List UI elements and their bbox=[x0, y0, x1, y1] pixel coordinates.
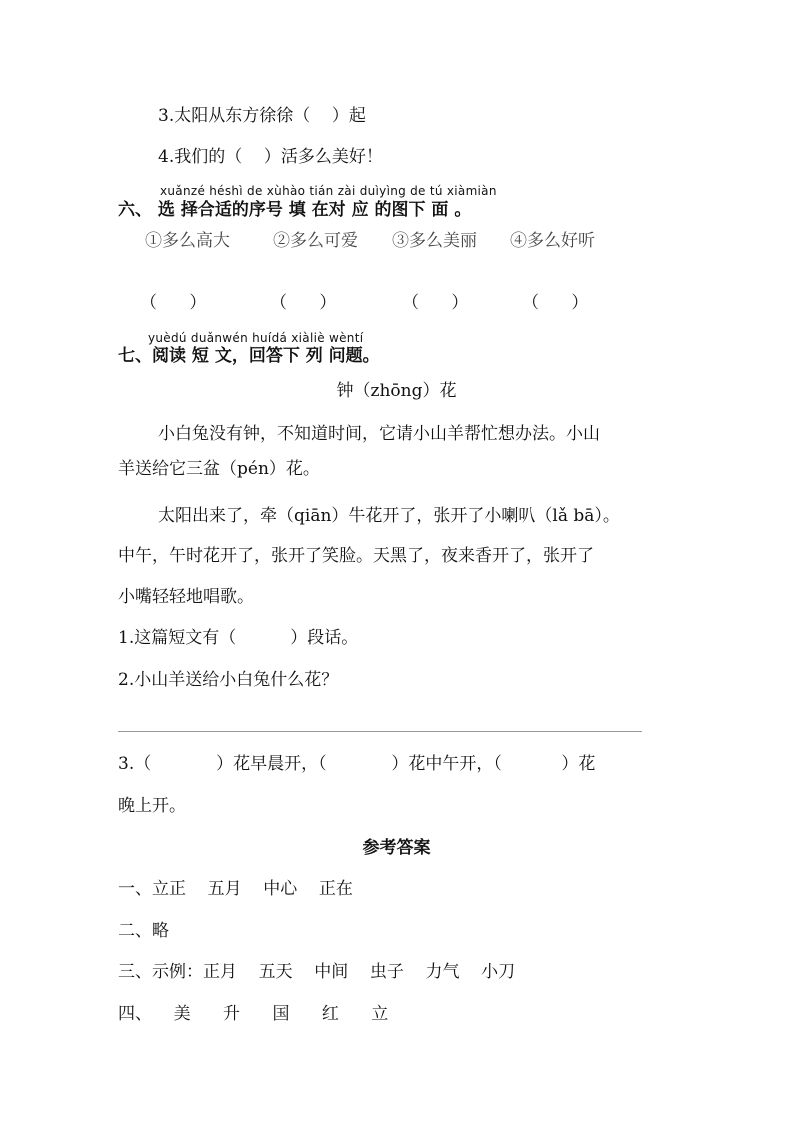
passage-line: 小嘴轻轻地唱歌。 bbox=[118, 587, 254, 607]
passage-line: 羊送给它三盆（pén）花。 bbox=[118, 459, 320, 479]
option-2: ②多么可爱 bbox=[273, 231, 358, 251]
section6-pinyin: xuǎnzé héshì de xùhào tián zài duìyìng de tú xiàmiàn bbox=[160, 184, 497, 198]
option-3: ③多么美丽 bbox=[392, 231, 477, 251]
blank-3: （ ） bbox=[402, 293, 469, 313]
answer-line-4: 四、 美 升 国 红 立 bbox=[118, 1004, 389, 1024]
answer-line-3: 三、示例：正月 五天 中间 虫子 力气 小刀 bbox=[118, 962, 516, 982]
option-1: ①多么高大 bbox=[145, 231, 230, 251]
answer-line bbox=[118, 731, 642, 732]
passage-line: 小白兔没有钟，不知道时间，它请小山羊帮忙想办法。小山 bbox=[158, 424, 600, 444]
question-4: 4.我们的（ ）活多么美好！ bbox=[158, 147, 383, 167]
passage-title: 钟（zhōng）花 bbox=[336, 381, 457, 401]
answer-line-1: 一、立正 五月 中心 正在 bbox=[118, 879, 353, 899]
option-4: ④多么好听 bbox=[510, 231, 595, 251]
reading-question-1: 1.这篇短文有（ ）段话。 bbox=[118, 628, 359, 648]
section7-heading: 七、阅读 短 文，回答下 列 问题。 bbox=[118, 346, 380, 366]
passage-line: 太阳出来了，牵（qiān）牛花开了，张开了小喇叭（lǎ bā）。 bbox=[158, 506, 620, 526]
blank-4: （ ） bbox=[522, 293, 589, 313]
passage-line: 中午，午时花开了，张开了笑脸。天黑了，夜来香开了，张开了 bbox=[118, 546, 594, 566]
reading-question-3-cont: 晚上开。 bbox=[118, 796, 186, 816]
reading-question-3: 3.（ ）花早晨开，（ ）花中午开，（ ）花 bbox=[118, 754, 596, 774]
reading-question-2: 2.小山羊送给小白兔什么花？ bbox=[118, 670, 339, 690]
blank-2: （ ） bbox=[270, 293, 337, 313]
blank-1: （ ） bbox=[140, 293, 207, 313]
section7-pinyin: yuèdú duǎnwén huídá xiàliè wèntí bbox=[148, 331, 364, 345]
answers-heading: 参考答案 bbox=[362, 838, 431, 858]
section6-heading: 六、 选 择合适的序号 填 在对 应 的图下 面 。 bbox=[118, 200, 472, 220]
question-3: 3.太阳从东方徐徐（ ）起 bbox=[158, 106, 366, 126]
answer-line-2: 二、略 bbox=[118, 921, 169, 941]
